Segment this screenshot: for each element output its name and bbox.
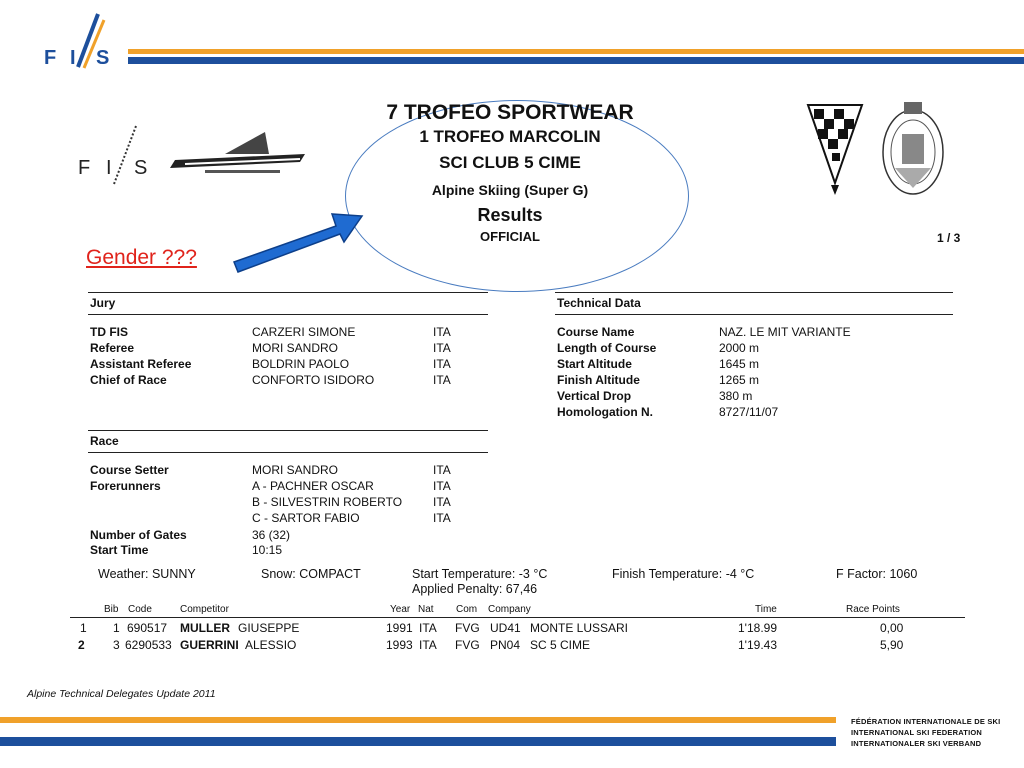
jury-nations — [433, 324, 451, 388]
sponsor-logo — [165, 126, 310, 178]
document-fis-logo — [76, 124, 156, 186]
row2-code: 6290533 — [125, 638, 172, 652]
start-time-label: Start Time — [90, 543, 149, 557]
course-setter-name: MORI SANDRO — [252, 463, 339, 477]
row2-rank: 2 — [78, 638, 85, 652]
jury-role: Referee — [90, 341, 135, 355]
row2-surname: GUERRINI — [180, 638, 239, 652]
gates-label: Number of Gates — [90, 528, 187, 542]
jury-name: CONFORTO ISIDORO — [252, 373, 375, 387]
col-bib: Bib — [104, 604, 119, 615]
technical-value: 1645 m — [719, 357, 760, 371]
forerunner-name: A - PACHNER OSCAR — [252, 479, 374, 493]
header-blue-band — [128, 57, 1024, 64]
municipal-seal — [880, 98, 946, 200]
row1-code: 690517 — [127, 621, 168, 635]
federation-name-de: INTERNATIONALER SKI VERBAND — [851, 739, 982, 748]
technical-label: Finish Altitude — [557, 373, 640, 387]
event-subtitle: 1 TROFEO MARCOLIN — [419, 127, 601, 146]
technical-value: 8727/11/07 — [719, 405, 779, 419]
federation-name-en: INTERNATIONAL SKI FEDERATION — [851, 728, 983, 737]
header-orange-band — [128, 49, 1024, 54]
technical-value: 380 m — [719, 389, 753, 403]
row2-points: 5,90 — [880, 638, 904, 652]
forerunner-name: B - SILVESTRIN ROBERTO — [252, 495, 403, 509]
jury-nation: ITA — [433, 357, 451, 371]
technical-labels — [557, 324, 656, 420]
federation-names — [851, 716, 1000, 749]
col-code: Code — [128, 604, 152, 615]
col-company: Company — [488, 604, 531, 615]
row2-club-code: PN04 — [490, 638, 521, 652]
svg-text:S: S — [96, 47, 110, 69]
jury-rule-top — [88, 292, 488, 293]
club-name: SCI CLUB 5 CIME — [439, 153, 581, 172]
course-setter-label: Course Setter — [90, 463, 169, 477]
col-year: Year — [390, 604, 411, 615]
start-time-value: 10:15 — [252, 543, 283, 557]
jury-rule-bottom — [88, 314, 488, 315]
row1-com: FVG — [455, 621, 480, 635]
row2-com: FVG — [455, 638, 480, 652]
jury-heading: Jury — [90, 296, 116, 310]
race-rule-bottom — [88, 452, 488, 453]
row1-surname: MULLER — [180, 621, 230, 635]
svg-text:S: S — [134, 157, 148, 179]
event-title: 7 TROFEO SPORTWEAR — [386, 101, 634, 124]
technical-rule-bottom — [555, 314, 953, 315]
jury-role: Assistant Referee — [90, 357, 192, 371]
row1-club-code: UD41 — [490, 621, 521, 635]
technical-label: Homologation N. — [557, 405, 653, 419]
svg-text:I: I — [106, 157, 112, 179]
start-temperature: Start Temperature: -3 °C — [412, 567, 548, 581]
col-competitor: Competitor — [180, 604, 229, 615]
technical-value: NAZ. LE MIT VARIANTE — [719, 325, 851, 339]
row2-nat: ITA — [419, 638, 437, 652]
svg-text:F: F — [44, 47, 57, 69]
jury-nation: ITA — [433, 373, 451, 387]
forerunner-nation: ITA — [433, 511, 451, 525]
race-rule-top — [88, 430, 488, 431]
gates-value: 36 (32) — [252, 528, 291, 542]
gender-annotation: Gender ??? — [86, 246, 197, 269]
forerunner-names — [252, 478, 402, 526]
svg-text:I: I — [70, 47, 76, 69]
row1-year: 1991 — [386, 621, 413, 635]
footer-orange-band — [0, 717, 836, 723]
row2-time: 1'19.43 — [738, 638, 777, 652]
technical-label: Length of Course — [557, 341, 657, 355]
col-nat: Nat — [418, 604, 434, 615]
jury-role: Chief of Race — [90, 373, 167, 387]
footer-blue-band — [0, 737, 836, 746]
row1-club: MONTE LUSSARI — [530, 621, 629, 635]
col-points: Race Points — [846, 604, 900, 615]
official-label: OFFICIAL — [480, 229, 540, 244]
fis-logo — [40, 12, 125, 72]
technical-value: 1265 m — [719, 373, 760, 387]
technical-label: Course Name — [557, 325, 635, 339]
technical-value: 2000 m — [719, 341, 760, 355]
technical-label: Vertical Drop — [557, 389, 632, 403]
col-com: Com — [456, 604, 478, 615]
technical-label: Start Altitude — [557, 357, 632, 371]
row1-nat: ITA — [419, 621, 437, 635]
row2-bib: 3 — [113, 638, 120, 652]
row2-year: 1993 — [386, 638, 413, 652]
forerunner-nation: ITA — [433, 495, 451, 509]
course-setter-nation: ITA — [433, 463, 451, 477]
weather: Weather: SUNNY — [98, 567, 196, 581]
club-crest-checkered — [806, 103, 864, 198]
row1-time: 1'18.99 — [738, 621, 777, 635]
row1-bib: 1 — [113, 621, 120, 635]
col-time: Time — [755, 604, 777, 615]
jury-names — [252, 324, 374, 388]
results-header-rule — [70, 617, 965, 618]
finish-temperature: Finish Temperature: -4 °C — [612, 567, 755, 581]
row1-given: GIUSEPPE — [238, 621, 300, 635]
applied-penalty: Applied Penalty: 67,46 — [412, 582, 538, 596]
footer-caption: Alpine Technical Delegates Update 2011 — [27, 688, 216, 700]
discipline: Alpine Skiing (Super G) — [431, 182, 589, 198]
forerunner-nations — [433, 478, 451, 526]
row2-given: ALESSIO — [245, 638, 297, 652]
page-number: 1 / 3 — [937, 231, 961, 245]
forerunner-nation: ITA — [433, 479, 451, 493]
jury-role: TD FIS — [90, 325, 128, 339]
row1-rank: 1 — [80, 621, 87, 635]
row2-club: SC 5 CIME — [530, 638, 591, 652]
snow: Snow: COMPACT — [261, 567, 361, 581]
forerunner-name: C - SARTOR FABIO — [252, 511, 360, 525]
annotation-arrow — [228, 200, 368, 280]
technical-values — [719, 324, 851, 420]
federation-name-fr: FÉDÉRATION INTERNATIONALE DE SKI — [851, 717, 1001, 726]
jury-name: CARZERI SIMONE — [252, 325, 356, 339]
jury-name: BOLDRIN PAOLO — [252, 357, 350, 371]
jury-roles — [90, 324, 191, 388]
jury-name: MORI SANDRO — [252, 341, 339, 355]
jury-nation: ITA — [433, 325, 451, 339]
results-heading: Results — [477, 205, 543, 225]
f-factor: F Factor: 1060 — [836, 567, 918, 581]
technical-rule-top — [555, 292, 953, 293]
jury-nation: ITA — [433, 341, 451, 355]
technical-heading: Technical Data — [557, 296, 641, 310]
forerunners-label: Forerunners — [90, 479, 161, 493]
race-heading: Race — [90, 434, 119, 448]
row1-points: 0,00 — [880, 621, 904, 635]
svg-text:F: F — [78, 157, 91, 179]
